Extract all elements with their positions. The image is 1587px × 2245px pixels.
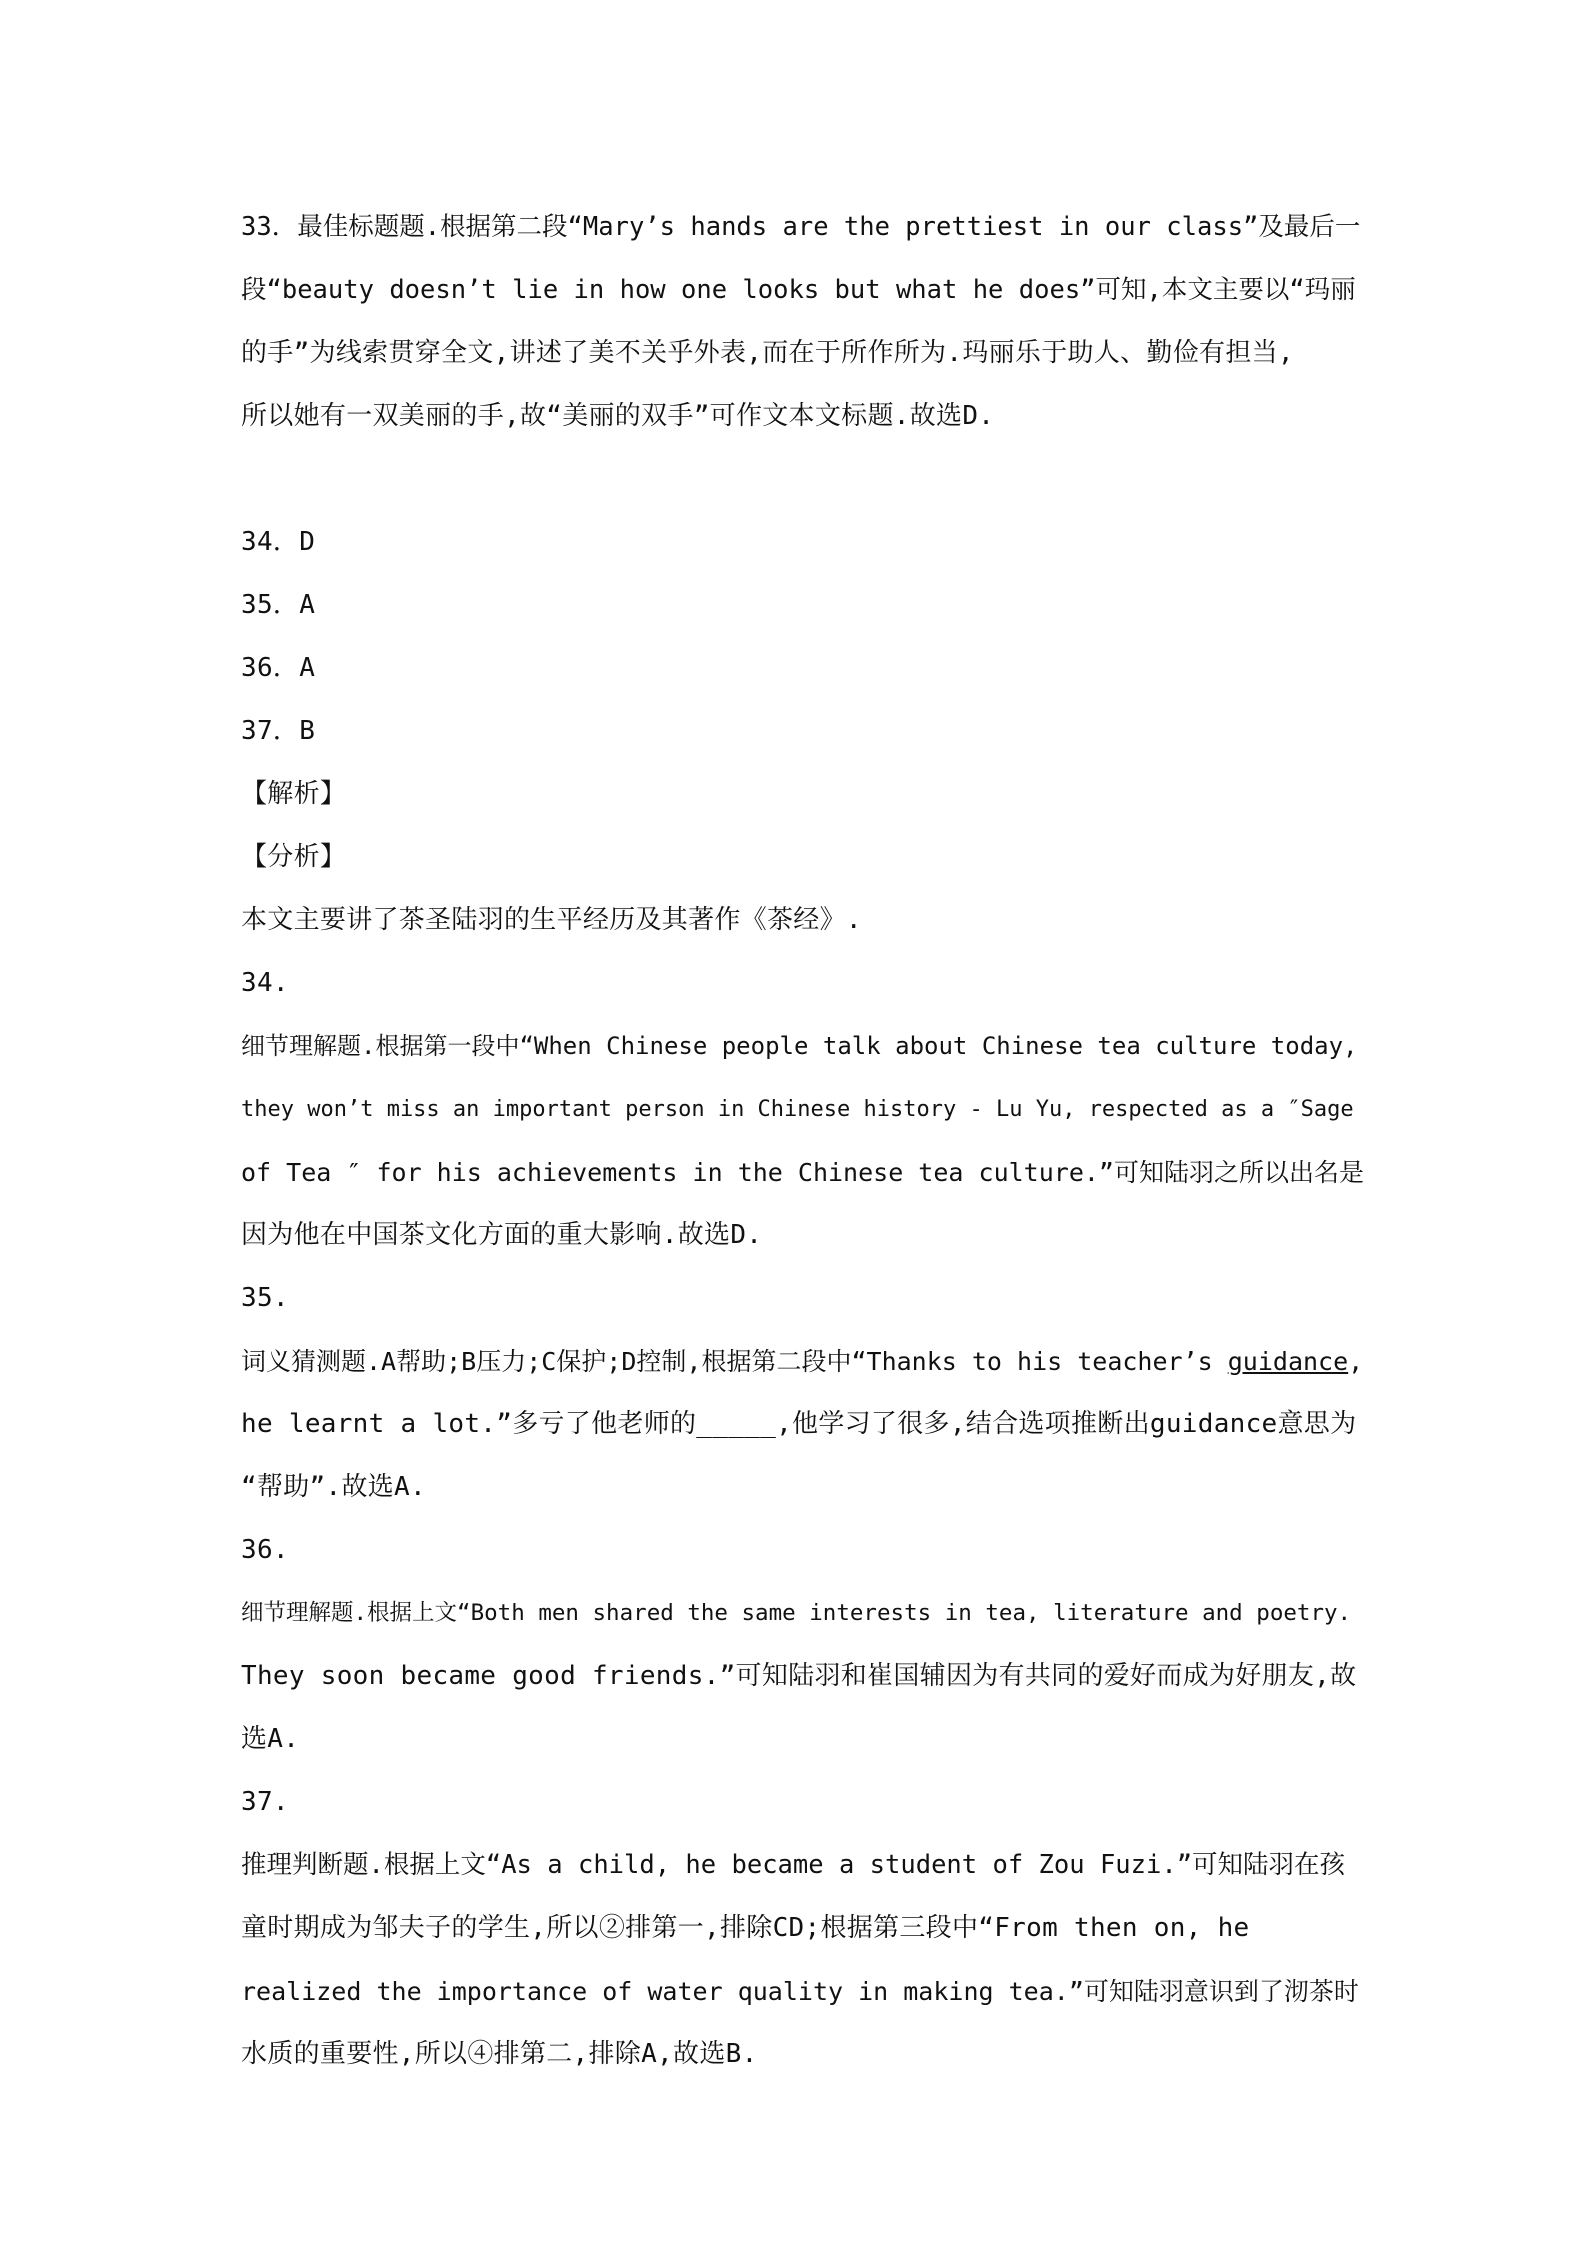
- q33-line: 33．最佳标题题.根据第二段“Mary’s hands are the prettiest in our class”及最后一: [241, 212, 1361, 242]
- document-page: [241, 196, 1371, 2086]
- q35-line: [241, 1330, 1371, 1393]
- summary-text: 本文主要讲了茶圣陆羽的生平经历及其著作《茶经》.: [241, 905, 862, 935]
- q35-line1-pre: 词义猜测题.A帮助;B压力;C保护;D控制,根据第二段中“Thanks to his teacher’s: [241, 1347, 1228, 1376]
- answer-37: 37．B: [241, 716, 316, 746]
- q36-line: 细节理解题.根据上文“Both men shared the same interests in tea, literature and poetry.: [241, 1600, 1352, 1626]
- q34-number: 34.: [241, 968, 289, 998]
- q35-line: he learnt a lot.”多亏了他老师的_____,他学习了很多,结合选项推断出guidance意思为: [241, 1409, 1357, 1439]
- q33-line: 段“beauty doesn’t lie in how one looks but what he does”可知,本文主要以“玛丽: [241, 275, 1356, 305]
- q33-line: 所以她有一双美丽的手,故“美丽的双手”可作文本文标题.故选D.: [241, 401, 995, 431]
- q37-number: 37.: [241, 1787, 289, 1817]
- fenxi-label: 【分析】: [241, 842, 347, 872]
- q37-line: realized the importance of water quality in making tea.”可知陆羽意识到了沏茶时: [241, 1977, 1359, 2006]
- q34-line: 因为他在中国茶文化方面的重大影响.故选D.: [241, 1220, 763, 1250]
- q37-line: 推理判断题.根据上文“As a child, he became a student of Zou Fuzi.”可知陆羽在孩: [241, 1850, 1346, 1880]
- q35-line: “帮助”.故选A.: [241, 1472, 426, 1502]
- q35-underlined-word: guidance: [1227, 1347, 1349, 1376]
- q36-number: 36.: [241, 1535, 289, 1565]
- q33-line: 的手”为线索贯穿全文,讲述了美不关乎外表,而在于所作所为.玛丽乐于助人、勤俭有担当,: [241, 338, 1294, 368]
- answer-34: 34．D: [241, 527, 316, 557]
- jiexi-label: 【解析】: [241, 779, 347, 809]
- answer-35: 35．A: [241, 590, 316, 620]
- q37-line: 童时期成为邹夫子的学生,所以②排第一,排除CD;根据第三段中“From then on, he: [241, 1913, 1250, 1943]
- q35-line1-post: ,: [1348, 1347, 1364, 1376]
- q34-line: of Tea ″ for his achievements in the Chinese tea culture.”可知陆羽之所以出名是: [241, 1158, 1364, 1187]
- q34-line: they won’t miss an important person in Chinese history - Lu Yu, respected as a ″Sage: [241, 1097, 1354, 1122]
- q37-line: 水质的重要性,所以④排第二,排除A,故选B.: [241, 2039, 758, 2069]
- q35-number: 35.: [241, 1283, 289, 1313]
- answer-36: 36．A: [241, 653, 316, 683]
- q34-line: 细节理解题.根据第一段中“When Chinese people talk about Chinese tea culture today,: [241, 1032, 1358, 1060]
- spacer: [241, 448, 1371, 511]
- q36-line: They soon became good friends.”可知陆羽和崔国辅因为有共同的爱好而成为好朋友,故: [241, 1661, 1357, 1691]
- q36-line: 选A.: [241, 1724, 300, 1754]
